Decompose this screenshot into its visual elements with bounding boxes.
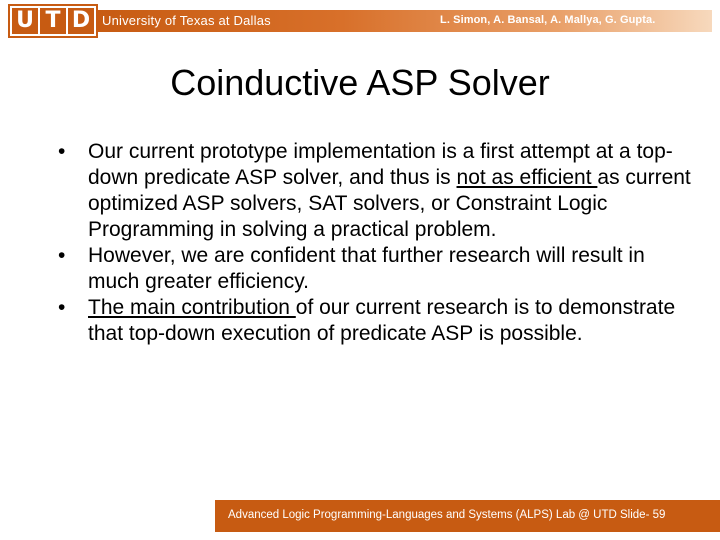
underlined-phrase: not as efficient <box>456 166 598 189</box>
logo-letter-u: U <box>12 8 38 34</box>
bullet-segment: of our current research is to demonstrate that top-down execution of predicate ASP is possible. <box>88 296 676 345</box>
bullet-item <box>58 243 698 295</box>
bullet-item <box>58 139 698 243</box>
bullet-segment: However, we are confident that further research will result in much greater efficiency. <box>88 244 645 293</box>
footer-text: Advanced Logic Programming-Languages and Systems (ALPS) Lab @ UTD Slide- 59 <box>228 509 666 521</box>
slide-title: Coinductive ASP Solver <box>170 62 550 103</box>
authors: L. Simon, A. Bansal, A. Mallya, G. Gupta. <box>440 14 656 26</box>
underlined-phrase: The main contribution <box>88 296 296 319</box>
bullet-list <box>58 139 698 347</box>
bullet-segment: Our current prototype implementation is a first attempt at a top-down predicate ASP solver, and thus is <box>88 140 673 189</box>
bullet-mark: • <box>58 140 66 163</box>
bullet-item <box>58 295 698 347</box>
header-bar <box>0 0 720 44</box>
bullet-text <box>88 140 691 241</box>
bullet-mark: • <box>58 296 66 319</box>
bullet-mark: • <box>58 244 66 267</box>
utd-logo <box>8 4 98 38</box>
bullet-text <box>88 244 645 293</box>
university-name: University of Texas at Dallas <box>102 13 271 28</box>
bullet-segment: as current optimized ASP solvers, SAT solvers, or Constraint Logic Programming in solving a practical problem. <box>88 166 691 241</box>
logo-letter-d: D <box>68 8 94 34</box>
logo-letter-t: T <box>40 8 66 34</box>
bullet-text <box>88 296 675 345</box>
